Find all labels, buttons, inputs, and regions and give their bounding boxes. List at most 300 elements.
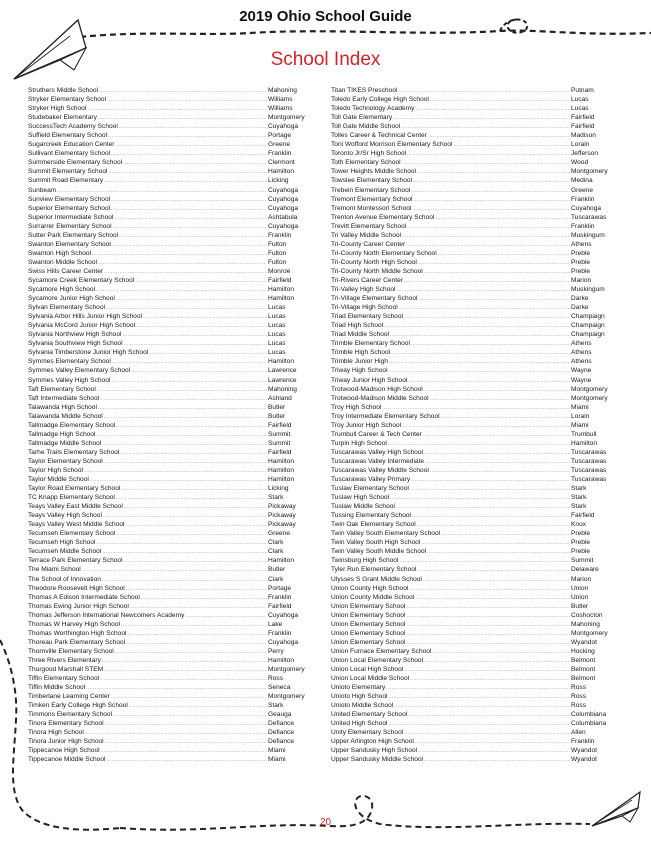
county-name: Portage (268, 584, 292, 592)
dot-leader (103, 512, 267, 520)
school-entry (331, 276, 627, 285)
dot-leader (116, 494, 267, 502)
school-entry (28, 403, 330, 412)
county-name: Mahoning (571, 620, 600, 628)
county-name: Fulton (268, 240, 287, 248)
school-entry (331, 692, 627, 701)
school-entry (331, 674, 627, 683)
school-name: Summit Road Elementary (28, 177, 104, 185)
school-entry (28, 728, 330, 737)
school-entry (28, 330, 330, 339)
school-name: Tallmadge Elementary School (28, 421, 116, 429)
school-entry (331, 430, 627, 439)
school-entry (28, 701, 330, 710)
dot-leader (390, 494, 570, 502)
school-name: Twin Valley South High School (331, 539, 421, 547)
school-name: Struthers Middle School (28, 87, 99, 94)
school-entry (28, 575, 330, 584)
school-name: Tri Valley Middle School (331, 231, 401, 239)
school-entry (28, 475, 330, 484)
dot-leader (388, 720, 570, 728)
school-entry (331, 466, 627, 475)
county-name: Cuyahoga (571, 204, 602, 212)
school-entry (28, 412, 330, 421)
school-name: Teays Valley East Middle School (28, 503, 123, 511)
county-name: Champaign (571, 331, 605, 339)
school-name: Trimble Elementary School (331, 340, 410, 348)
county-name: Cuyahoga (268, 611, 299, 619)
dot-leader (119, 123, 267, 131)
county-name: Butler (268, 403, 286, 411)
dot-leader (419, 295, 571, 303)
school-entry (331, 511, 627, 520)
school-name: Trebein Elementary School (331, 186, 411, 194)
school-entry (331, 520, 627, 529)
county-name: Allen (571, 729, 586, 737)
county-name: Trumbull (571, 430, 597, 438)
school-name: The Miami School (28, 566, 81, 574)
county-name: Summit (571, 557, 594, 565)
dot-leader (104, 413, 267, 421)
dot-leader (423, 431, 570, 439)
dot-leader (129, 702, 267, 710)
dot-leader (136, 322, 267, 330)
county-name: Tuscarawas (571, 213, 607, 221)
dot-leader (430, 96, 570, 104)
school-name: Sylvania Northview High School (28, 331, 122, 339)
county-name: Licking (268, 485, 289, 493)
school-entry (331, 357, 627, 366)
county-name: Portage (268, 132, 292, 140)
dot-leader (85, 729, 267, 737)
dot-leader (112, 241, 267, 249)
school-name: Thornville Elementary School (28, 647, 114, 655)
county-name: Franklin (268, 231, 292, 239)
county-name: Preble (571, 539, 591, 547)
school-name: Summerside Elementary School (28, 159, 123, 167)
dot-leader (119, 232, 267, 240)
county-name: Franklin (268, 593, 292, 601)
county-name: Wayne (571, 367, 592, 375)
dot-leader (113, 711, 267, 719)
school-name: Tinora Elementary School (28, 720, 104, 728)
school-name: Taylor Middle School (28, 476, 89, 484)
dot-leader (415, 738, 570, 746)
school-entry (28, 285, 330, 294)
school-entry (331, 457, 627, 466)
county-name: Cuyahoga (268, 123, 299, 131)
dot-leader (126, 639, 267, 647)
county-name: Hamilton (268, 476, 295, 484)
school-name: Upper Sandusky Middle School (331, 756, 423, 764)
school-entry (331, 312, 627, 321)
school-name: Tolles Career & Technical Center (331, 132, 427, 140)
school-name: Superior Intermediate School (28, 213, 114, 221)
school-entry (331, 683, 627, 692)
county-name: Delaware (571, 566, 599, 574)
school-name: Trevitt Elementary School (331, 222, 407, 230)
county-name: Cuyahoga (268, 204, 299, 212)
school-index-left-column (28, 86, 330, 765)
school-name: Sycamore Creek Elementary School (28, 276, 135, 284)
school-name: Towslee Elementary School (331, 177, 412, 185)
county-name: Pickaway (268, 512, 296, 520)
school-entry (28, 647, 330, 656)
school-entry (28, 593, 330, 602)
dot-leader (100, 675, 267, 683)
school-index-right-column (331, 86, 627, 765)
school-entry (331, 95, 627, 104)
dot-leader (388, 693, 570, 701)
dot-leader (411, 187, 570, 195)
school-name: Trimble High School (331, 349, 391, 357)
school-name: Union Elementary School (331, 611, 406, 619)
school-entry (28, 746, 330, 755)
county-name: Tuscarawas (571, 466, 607, 474)
county-name: Geauga (268, 711, 292, 719)
dot-leader (406, 621, 570, 629)
school-entry (331, 755, 627, 764)
county-name: Putnam (571, 87, 594, 94)
county-name: Union (571, 593, 589, 601)
dot-leader (124, 557, 267, 565)
school-entry (331, 213, 627, 222)
school-name: Tri-Village High School (331, 304, 398, 312)
school-entry (28, 674, 330, 683)
dot-leader (404, 313, 570, 321)
county-name: Clark (268, 539, 284, 547)
dot-leader (127, 630, 267, 638)
dot-leader (130, 603, 267, 611)
county-name: Fulton (268, 258, 287, 266)
school-entry (331, 204, 627, 213)
school-name: Union Elementary School (331, 629, 406, 637)
county-name: Stark (571, 494, 587, 502)
school-name: Tyler Run Elementary School (331, 566, 417, 574)
dot-leader (90, 476, 267, 484)
county-name: Stark (571, 485, 587, 493)
county-name: Hamilton (268, 656, 295, 664)
dot-leader (428, 132, 570, 140)
dot-leader (104, 458, 267, 466)
school-entry (28, 737, 330, 746)
school-entry (28, 348, 330, 357)
school-entry (331, 719, 627, 728)
county-name: Mahoning (268, 385, 297, 393)
county-name: Marion (571, 276, 592, 284)
school-name: Studebaker Elementary (28, 114, 97, 122)
school-entry (331, 176, 627, 185)
school-name: Toledo Technology Academy (331, 105, 415, 113)
county-name: Athens (571, 240, 592, 248)
county-name: Hamilton (268, 168, 295, 176)
school-name: Taylor Elementary School (28, 457, 103, 465)
school-name: Sunview Elementary School (28, 195, 111, 203)
county-name: Miami (571, 421, 589, 429)
county-name: Montgomery (571, 385, 608, 393)
dot-leader (409, 585, 570, 593)
school-name: Thomas A Edison Intermediate School (28, 593, 140, 601)
dot-leader (386, 684, 570, 692)
county-name: Defiance (268, 738, 295, 746)
county-name: Athens (571, 340, 592, 348)
county-name: Wyandot (571, 747, 597, 755)
school-entry (28, 719, 330, 728)
school-entry (331, 385, 627, 394)
dot-leader (406, 241, 570, 249)
school-entry (331, 746, 627, 755)
county-name: Hamilton (268, 286, 295, 294)
dot-leader (120, 449, 267, 457)
school-entry (331, 113, 627, 122)
school-entry (331, 439, 627, 448)
dot-leader (124, 503, 267, 511)
county-name: Columbiana (571, 720, 607, 728)
school-entry (28, 267, 330, 276)
school-name: Trimble Junior High (331, 358, 388, 366)
dot-leader (389, 367, 570, 375)
school-name: Triad High School (331, 322, 384, 330)
school-entry (331, 701, 627, 710)
school-entry (331, 231, 627, 240)
dot-leader (404, 666, 570, 674)
county-name: Franklin (268, 629, 292, 637)
school-name: Thurgood Marshall STEM (28, 666, 104, 673)
school-name: Unioto Elementary (331, 684, 386, 692)
school-name: Toledo Early College High School (331, 96, 429, 104)
school-entry (28, 258, 330, 267)
school-entry (331, 412, 627, 421)
school-name: Suffield Elementary School (28, 132, 108, 140)
school-name: Teays Valley High School (28, 512, 102, 520)
county-name: Marion (571, 575, 592, 583)
school-entry (331, 321, 627, 330)
dot-leader (424, 386, 570, 394)
school-name: Thomas Ewing Junior High School (28, 602, 129, 610)
school-entry (28, 439, 330, 448)
school-entry (331, 339, 627, 348)
school-entry (28, 692, 330, 701)
county-name: Fairfield (268, 448, 292, 456)
school-entry (28, 683, 330, 692)
school-entry (28, 213, 330, 222)
school-name: United High School (331, 720, 388, 728)
dot-leader (391, 349, 570, 357)
county-name: Miami (268, 756, 286, 764)
school-name: Stryker High School (28, 105, 87, 113)
school-entry (28, 366, 330, 375)
dot-leader (141, 594, 267, 602)
school-entry (331, 366, 627, 375)
dot-leader (408, 377, 570, 385)
county-name: Champaign (571, 313, 605, 321)
county-name: Lorain (571, 412, 590, 420)
school-name: Thomas Worthington High School (28, 629, 127, 637)
county-name: Belmont (571, 656, 596, 664)
school-name: Tiffin Middle School (28, 684, 86, 692)
school-entry (331, 710, 627, 719)
school-name: Sylvania McCord Junior High School (28, 322, 136, 330)
dot-leader (402, 232, 570, 240)
county-name: Knox (571, 521, 587, 529)
school-entry (28, 466, 330, 475)
dot-leader (123, 159, 267, 167)
county-name: Columbiana (571, 711, 607, 719)
dot-leader (406, 630, 570, 638)
school-entry (28, 357, 330, 366)
school-name: Sylvania Timberstone Junior High School (28, 349, 149, 357)
dot-leader (109, 168, 267, 176)
school-entry (331, 665, 627, 674)
dot-leader (111, 205, 267, 213)
dot-leader (402, 422, 570, 430)
dot-leader (106, 304, 267, 312)
county-name: Preble (571, 530, 591, 538)
dot-leader (57, 187, 267, 195)
school-name: Triad Elementary School (331, 313, 403, 321)
county-name: Pickaway (268, 521, 296, 529)
guide-title: 2019 Ohio School Guide (239, 8, 412, 25)
school-name: Trumbull Career & Tech Center (331, 430, 422, 438)
county-name: Mahoning (268, 87, 297, 94)
school-entry (28, 430, 330, 439)
school-entry (28, 186, 330, 195)
county-name: Hamilton (268, 466, 295, 474)
school-entry (28, 710, 330, 719)
school-entry (28, 502, 330, 511)
county-name: Hamilton (268, 295, 295, 303)
school-entry (331, 647, 627, 656)
dot-leader (408, 711, 570, 719)
dot-leader (404, 277, 570, 285)
school-entry (28, 421, 330, 430)
county-name: Jefferson (571, 150, 599, 158)
county-name: Franklin (571, 222, 595, 230)
county-name: Butler (268, 412, 286, 420)
county-name: Fairfield (268, 602, 292, 610)
school-name: Tiffin Elementary School (28, 675, 100, 683)
dot-leader (105, 738, 267, 746)
school-name: Union Furnace Elementary School (331, 647, 432, 655)
school-entry (28, 140, 330, 149)
section-title: School Index (270, 49, 381, 70)
school-name: Tussing Elementary School (331, 512, 412, 520)
dot-leader (102, 440, 267, 448)
dot-leader (98, 259, 267, 267)
school-entry (28, 656, 330, 665)
county-name: Defiance (268, 729, 295, 737)
county-name: Lake (268, 620, 283, 628)
dot-leader (92, 250, 267, 258)
school-name: Teays Valley West Middle School (28, 521, 125, 529)
county-name: Butler (268, 566, 286, 574)
school-name: Taylor High School (28, 466, 83, 474)
dot-leader (412, 205, 570, 213)
school-entry (331, 611, 627, 620)
dot-leader (116, 141, 267, 149)
dot-leader (424, 449, 570, 457)
dot-leader (111, 377, 267, 385)
county-name: Franklin (571, 738, 595, 746)
dot-leader (100, 395, 267, 403)
school-name: Tremont Elementary School (331, 195, 413, 203)
county-name: Medina (571, 177, 593, 185)
school-name: Union Local Elementary School (331, 656, 423, 664)
dot-leader (389, 358, 570, 366)
county-name: Preble (571, 548, 591, 556)
school-entry (28, 638, 330, 647)
school-entry (331, 167, 627, 176)
school-name: Symmes Valley High School (28, 376, 111, 384)
school-name: Twin Valley South Elementary School (331, 530, 441, 538)
dot-leader (412, 512, 570, 520)
county-name: Stark (268, 494, 284, 502)
school-name: Upper Arlington High School (331, 738, 414, 746)
county-name: Greene (268, 530, 290, 538)
dot-leader (98, 114, 267, 122)
county-name: Lucas (268, 349, 286, 357)
county-name: Athens (571, 349, 592, 357)
school-name: Sycamore High School (28, 286, 96, 294)
dot-leader (397, 286, 571, 294)
school-entry (28, 240, 330, 249)
school-entry (331, 285, 627, 294)
school-name: Sylvania Southview High School (28, 340, 123, 348)
dot-leader (404, 729, 570, 737)
county-name: Defiance (268, 720, 295, 728)
school-entry (331, 602, 627, 611)
school-entry (28, 312, 330, 321)
dot-leader (87, 105, 267, 113)
school-name: Union Elementary School (331, 620, 406, 628)
county-name: Fairfield (268, 421, 292, 429)
county-name: Darke (571, 295, 589, 303)
dot-leader (113, 223, 267, 231)
dot-leader (115, 648, 267, 656)
school-name: Twin Valley South Middle School (331, 548, 427, 556)
school-entry (331, 737, 627, 746)
county-name: Franklin (571, 195, 595, 203)
dot-leader (122, 331, 267, 339)
dot-leader (402, 159, 570, 167)
school-name: Tallmadge Middle School (28, 439, 102, 447)
page-number: 20 (319, 817, 332, 828)
county-name: Belmont (571, 666, 596, 673)
school-entry (331, 547, 627, 556)
school-name: Tecumseh Elementary School (28, 530, 116, 538)
county-name: Preble (571, 258, 591, 266)
county-name: Ashtabula (268, 213, 298, 221)
school-name: Tallmadge High School (28, 430, 96, 438)
school-entry (331, 593, 627, 602)
school-name: Tuslaw Middle School (331, 503, 395, 511)
dot-leader (82, 566, 267, 574)
school-name: Triway High School (331, 367, 388, 375)
dot-leader (116, 530, 267, 538)
school-name: Twin Oak Elementary School (331, 521, 416, 529)
county-name: Clermont (268, 159, 295, 167)
school-name: Upper Sandusky High School (331, 747, 418, 755)
school-entry (28, 565, 330, 574)
school-entry (331, 448, 627, 457)
school-name: Tuscarawas Valley Primary (331, 476, 411, 484)
school-entry (331, 556, 627, 565)
dot-leader (417, 566, 570, 574)
county-name: Wyandot (571, 638, 597, 646)
school-name: Union Local Middle School (331, 675, 410, 683)
county-name: Fairfield (571, 512, 595, 520)
dot-leader (135, 277, 267, 285)
